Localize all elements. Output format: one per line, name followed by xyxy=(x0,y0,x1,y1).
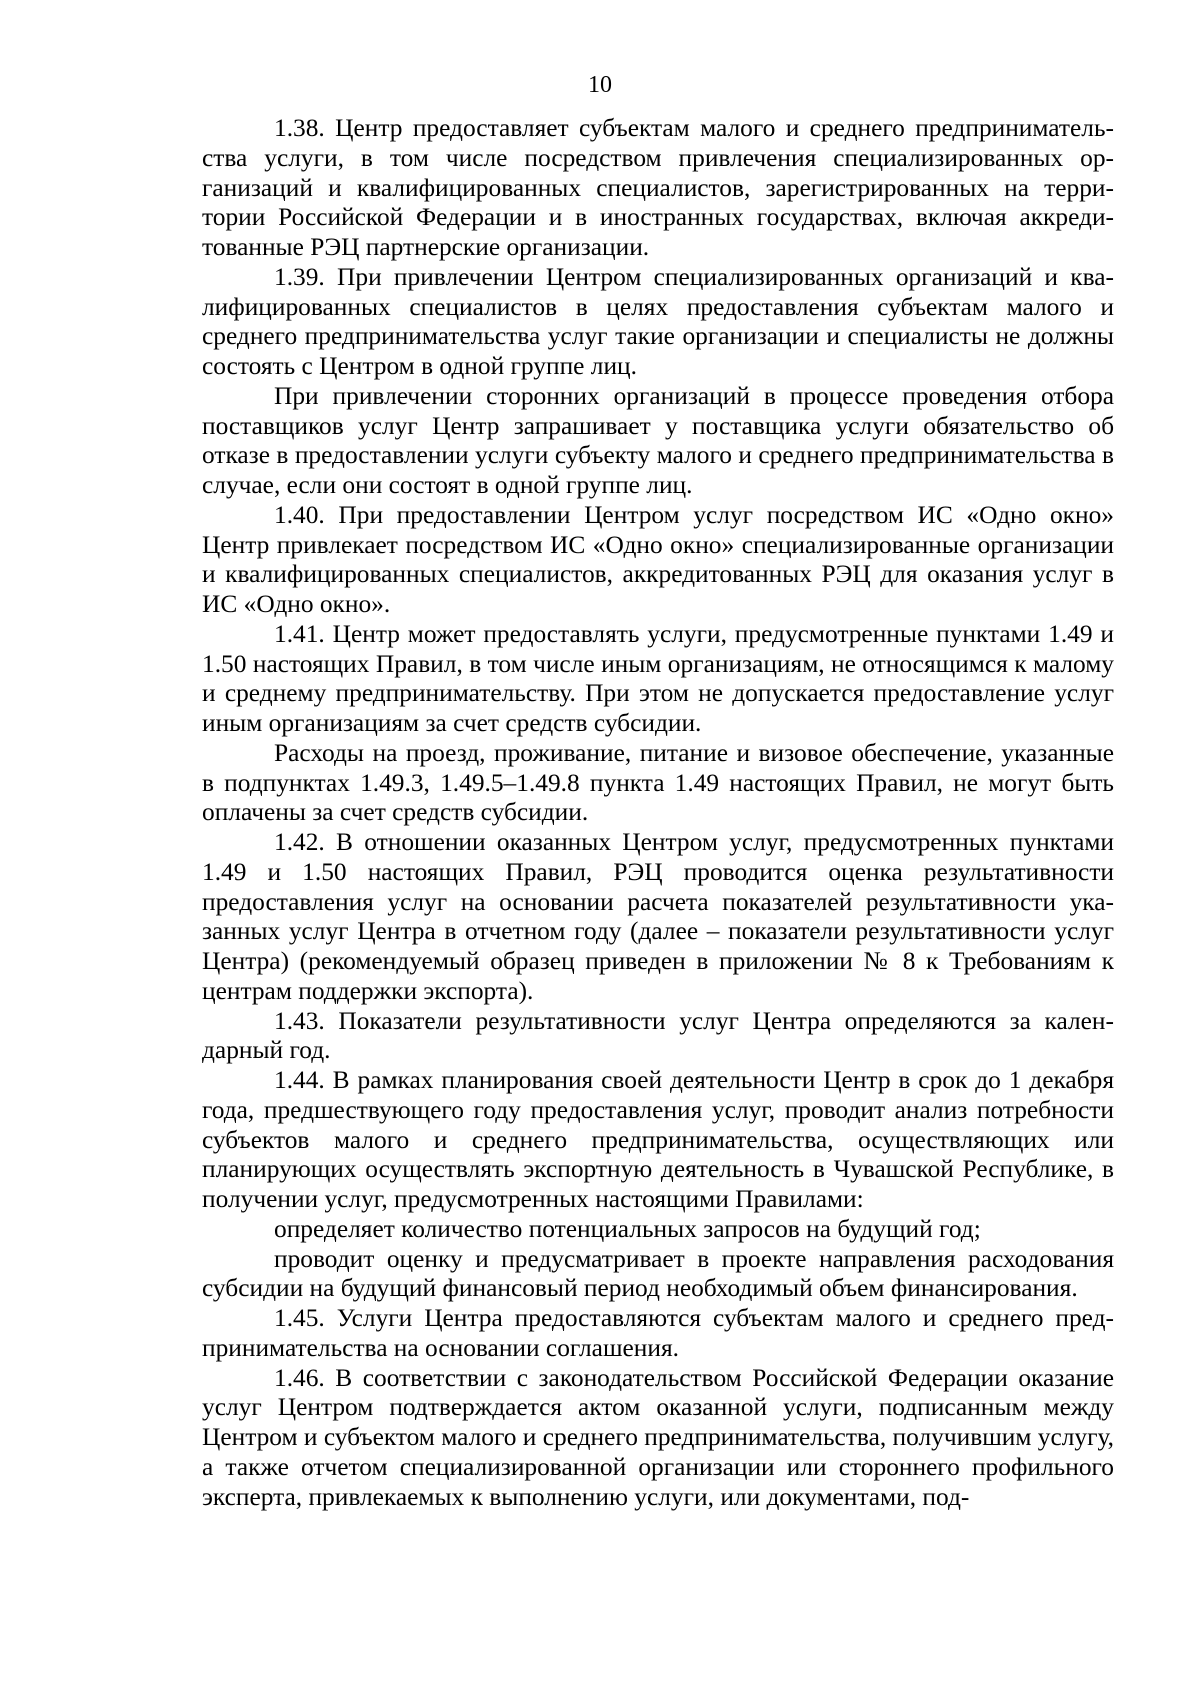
paragraph-1-40: 1.40. При предоставлении Центром услуг посредством ИС «Одно окно» Центр привлекает посредством ИС «Одно окно» специализированные организации и квалифицированных специалистов, аккредитованных РЭЦ для оказания услуг в ИС «Одно окно». xyxy=(202,500,1114,618)
paragraph-1-39: 1.39. При привлечении Центром специализированных организаций и квалифицированных специалистов в целях предоставления субъектам малого и среднего предпринимательства услуг такие организации и специалисты не должны состоять с Центром в одной группе лиц. xyxy=(202,262,1114,380)
paragraph-1-38: 1.38. Центр предоставляет субъектам малого и среднего предпринимательства услуги, в том числе посредством привлечения специализированных организаций и квалифицированных специалистов, зарегистрированных на территории Российской Федерации и в иностранных государствах, включая аккредитованные РЭЦ партнерские организации. xyxy=(202,114,1114,261)
paragraph-1-41-expenses: Расходы на проезд, проживание, питание и визовое обеспечение, указанные в подпунктах 1.49.3, 1.49.5–1.49.8 пункта 1.49 настоящих Правил, не могут быть оплачены за счет средств субсидии. xyxy=(202,738,1114,827)
paragraph-1-46: 1.46. В соответствии с законодательством Российской Федерации оказание услуг Центром подтверждается актом оказанной услуги, подписанным между Центром и субъектом малого и среднего предпринимательства, получившим услугу, а также отчетом специализированной организации или стороннего профильного эксперта, привлекаемых к выполнению услуги, или документами, под- xyxy=(202,1363,1114,1511)
paragraph-1-41: 1.41. Центр может предоставлять услуги, предусмотренные пунктами 1.49 и 1.50 настоящих Правил, в том числе иным организациям, не относящимся к малому и среднему предпринимательству. При этом не допускается предоставление услуг иным организациям за счет средств субсидии. xyxy=(202,619,1114,737)
paragraph-1-44-item-1: определяет количество потенциальных запросов на будущий год; xyxy=(274,1214,981,1243)
paragraph-1-45: 1.45. Услуги Центра предоставляются субъектам малого и среднего предпринимательства на основании соглашения. xyxy=(202,1304,1114,1362)
page-number: 10 xyxy=(588,72,612,98)
paragraph-1-44-item-2: проводит оценку и предусматривает в проекте направления расходования субсидии на будущий финансовый период необходимый объем финансирования. xyxy=(202,1244,1114,1303)
paragraph-1-44: 1.44. В рамках планирования своей деятельности Центр в срок до 1 декабря года, предшествующего году предоставления услуг, проводит анализ потребности субъектов малого и среднего предпринимательства, осуществляющих или планирующих осуществлять экспортную деятельность в Чувашской Республике, в получении услуг, предусмотренных настоящими Правилами: xyxy=(202,1066,1114,1213)
document-body xyxy=(202,114,1114,1512)
paragraph-1-42: 1.42. В отношении оказанных Центром услуг, предусмотренных пунктами 1.49 и 1.50 настоящих Правил, РЭЦ проводится оценка результативности предоставления услуг на основании расчета показателей результативности указанных услуг Центра в отчетном году (далее – показатели результативности услуг Центра) (рекомендуемый образец приведен в приложении № 8 к Требованиям к центрам поддержки экспорта). xyxy=(202,828,1114,1005)
paragraph-1-39-continued: При привлечении сторонних организаций в процессе проведения отбора поставщиков услуг Центр запрашивает у поставщика услуги обязательство об отказе в предоставлении услуги субъекту малого и среднего предпринимательства в случае, если они состоят в одной группе лиц. xyxy=(202,381,1114,499)
paragraph-1-43: 1.43. Показатели результативности услуг Центра определяются за календарный год. xyxy=(202,1006,1114,1065)
